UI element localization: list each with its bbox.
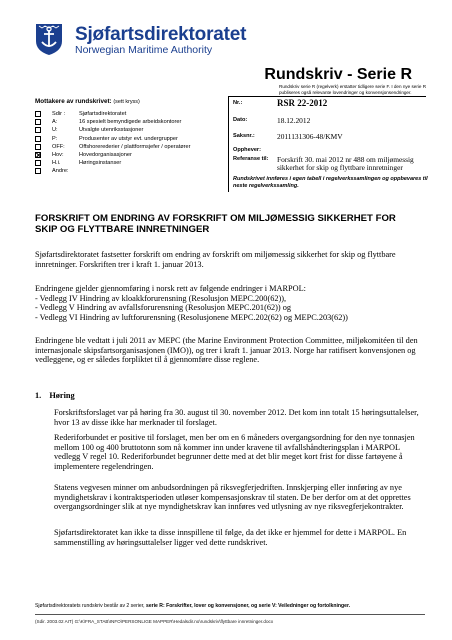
- meta-reference-value: Forskrift 30. mai 2012 nr 488 om miljømessig sikkerhet for skip og flyttbare innretninger: [277, 155, 414, 172]
- meta-vertical-divider: [228, 96, 229, 192]
- checkbox[interactable]: [35, 168, 41, 174]
- section1-paragraph: Sjøfartsdirektoratet kan ikke ta disse innspillene til følge, da det ikke er hjemmel for dette i MARPOL. En sammenstilling av høringsuttalelser ligger ved dette rundskrivet.: [54, 528, 407, 547]
- checkbox-checked[interactable]: [35, 152, 41, 158]
- recipient-code: U:: [52, 127, 58, 134]
- anchor-crest-icon: [30, 22, 68, 56]
- meta-date-label: Dato:: [233, 117, 248, 123]
- intro-paragraph: Sjøfartsdirektoratet fastsetter forskrift om endring av forskrift om miljømessig sikkerhet for skip og flyttbare innretninger. Forskriften trer i kraft 1. januar 2013.: [35, 250, 396, 269]
- recipient-label: 16 spesielt bemyndigede arbeidskontorer: [79, 119, 182, 126]
- change-item: - Vedlegg V Hindring av avfallsforurensning (Resolusjon MEPC.201(62)) og: [35, 303, 292, 313]
- meta-case-value: 2011131306-48/KMV: [277, 132, 343, 141]
- footer-text: [35, 603, 350, 609]
- recipient-label: Høringsinstanser: [79, 160, 122, 167]
- logo: [30, 22, 250, 58]
- footer-text-normal: Sjøfartsdirektoratets rundskriv består av 2 serier,: [35, 603, 145, 609]
- recipients-hint: (sett kryss): [113, 99, 140, 105]
- changes-paragraph: [35, 284, 425, 322]
- footer-divider: [35, 614, 425, 615]
- change-item: - Vedlegg VI Hindring av luftforurensning (Resolusjonene MEPC.202(62) og MEPC.203(62)): [35, 312, 348, 322]
- footer-text-bold: serie R: Forskrifter, lover og konvensjoner, og serie V: Veiledninger og fortolkninger.: [145, 603, 351, 609]
- checkbox[interactable]: [35, 136, 41, 142]
- meta-case-label: Saksnr.:: [233, 133, 255, 139]
- org-name: Sjøfartsdirektoratet: [75, 24, 247, 45]
- meta-note: Rundskrivet innføres i egen tabell i regelverkssamlingen og oppbevares til neste regelverkssamling.: [233, 176, 428, 189]
- meta-nr-label: Nr.:: [233, 100, 243, 106]
- recipient-code: H.i.: [52, 160, 61, 167]
- recipients-list: [35, 110, 225, 176]
- org-name-english: Norwegian Maritime Authority: [75, 44, 213, 56]
- recipients-title-text: Mottakere av rundskrivet:: [35, 98, 112, 105]
- section1-paragraph: Rederiforbundet er positive til forslaget, men ber om en 6 måneders overgangsordning for den nye tonnasjen mellom 100 og 400 bruttotonn som nå kommer inn under kravene til avfallshåndteringsplan i MARPOL vedlegg V regel 10. Rederiforbundet begrunner dette med at det blir meget kort frist for disse fartøyene å implementere regelendringen.: [54, 433, 415, 471]
- recipient-label: Hovedorganisasjoner: [79, 152, 132, 159]
- recipient-row: [35, 135, 225, 143]
- section1-paragraph: Statens vegvesen minner om anbudsordningen på riksvegferjedriften. Innskjerping eller innføring av nye myndighetskrav i kontraktsperioden utløser kompensasjonskrav til staten. De ber derfor om at det opprettes overgangsordninger slik at nye myndighetskrav kan innføres ved utlysning av nye riksvegferjekontrakter.: [54, 483, 411, 512]
- checkbox[interactable]: [35, 160, 41, 166]
- meta-divider: [228, 96, 426, 97]
- checkbox[interactable]: [35, 127, 41, 133]
- section-title: Høring: [49, 391, 75, 400]
- recipient-label: Produsenter av utstyr evt. undergrupper: [79, 135, 178, 142]
- checkbox[interactable]: [35, 119, 41, 125]
- recipient-row: [35, 159, 225, 167]
- checkbox[interactable]: [35, 144, 41, 150]
- meta-date-value: 18.12.2012: [277, 116, 311, 125]
- checkbox[interactable]: [35, 111, 41, 117]
- recipient-code: Hov:: [52, 152, 64, 159]
- adoption-paragraph: Endringene ble vedtatt i juli 2011 av MEPC (the Marine Environment Protection Committee, miljøkomitéen til den internasjonale skipsfartsorganisasjonen (IMO)), og trer i kraft 1. januar 2013. Norge har ratifisert konvensjonen og vedleggene, og er således forpliktet til å gjennomføre disse reglene.: [35, 336, 418, 365]
- series-note: Rundskriv serie R (regelverk) erstatter tidligere serie F. I den nye serie R publiseres også relevante lovendringer og konvensjonsendringer.: [279, 84, 427, 96]
- recipient-row: [35, 126, 225, 134]
- meta-repeals-label: Opphever:: [233, 147, 261, 153]
- recipient-label: Utvalgte utenriksstasjoner: [79, 127, 144, 134]
- section-number: 1.: [35, 391, 42, 400]
- recipient-code: P:: [52, 135, 58, 142]
- recipient-label: Sjøfartsdirektoratet: [79, 111, 127, 118]
- recipient-row: [35, 143, 225, 151]
- changes-lead: Endringene gjelder gjennomføring i norsk rett av følgende endringer i MARPOL:: [35, 284, 306, 293]
- recipient-code: Sdir :: [52, 111, 66, 118]
- meta-reference-label: Referanse til:: [233, 156, 269, 162]
- recipients-title: [35, 98, 140, 105]
- change-item: - Vedlegg IV Hindring av kloakkforurensning (Resolusjon MEPC.200(62)),: [35, 293, 287, 303]
- recipient-code: A:: [52, 119, 58, 126]
- section-heading: [35, 391, 75, 400]
- recipient-code: OFF:: [52, 143, 65, 150]
- recipient-row: [35, 110, 225, 118]
- recipient-row: [35, 118, 225, 126]
- recipient-row: [35, 151, 225, 159]
- section1-paragraph: Forskriftsforslaget var på høring fra 30. august til 30. november 2012. Det kom inn totalt 15 høringsuttalelser, hvor 13 av disse ikke har merknader til forslaget.: [54, 408, 419, 427]
- series-title: Rundskriv - Serie R: [264, 66, 412, 83]
- document-title: FORSKRIFT OM ENDRING AV FORSKRIFT OM MILJØMESSIG SIKKERHET FOR SKIP OG FLYTTBARE INNRETNINGER: [35, 213, 396, 235]
- recipient-label: Offshorerederier / plattformsjefer / operatører: [79, 143, 191, 150]
- meta-nr-value: RSR 22-2012: [277, 98, 328, 108]
- recipient-code: Andre:: [52, 168, 69, 175]
- footer-path: (Sdir. 2003.02 AIT) G:\K\FRA_STAB\INFO\PERSONLIGE MAPPER\Hedalsdir.no\rundskriv\flyttbare innretninger.docx: [35, 619, 274, 624]
- recipient-row: [35, 167, 225, 175]
